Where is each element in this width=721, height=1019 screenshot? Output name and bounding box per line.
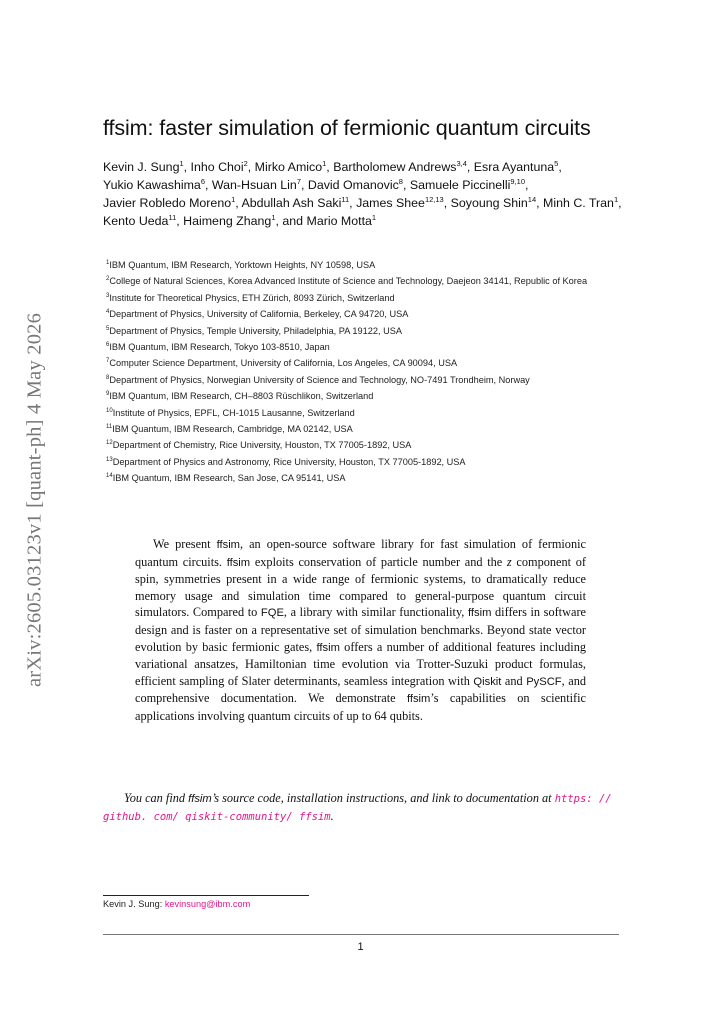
abstract-text: component of spin, symmetries present in a wide range of fermionic systems, to dramatically reduce memory usage and simulation time compared to general-purpose quantum circuit simulators. Compared to — [135, 554, 586, 620]
affiliation-number: 4 — [106, 309, 110, 316]
author-name — [103, 214, 176, 228]
author-separator: , — [176, 214, 184, 228]
affiliation-text: College of Natural Sciences, Korea Advanced Institute of Science and Technology, Daejeon 34141, Republic of Korea — [109, 276, 588, 287]
author-affiliation-marker: 8 — [398, 177, 403, 186]
author-separator: , and — [275, 214, 307, 228]
affiliation-text: Institute for Theoretical Physics, ETH Zürich, 8093 Zürich, Switzerland — [109, 292, 395, 303]
affiliation-text: IBM Quantum, IBM Research, Tokyo 103-8510, Japan — [109, 342, 330, 353]
affiliation-number: 11 — [106, 424, 113, 431]
note-text: ’s source code, installation instructions, and link to documentation at — [211, 791, 555, 805]
author-name — [255, 160, 327, 174]
author-name-text: Bartholomew Andrews — [333, 160, 457, 174]
author-separator: , — [326, 160, 334, 174]
affiliation-item — [106, 323, 626, 339]
author-list — [103, 158, 623, 230]
affiliation-number: 1 — [106, 260, 110, 266]
author-name-text: Minh C. Tran — [543, 196, 614, 210]
author-name-text: David Omanovic — [307, 178, 399, 192]
corresponding-author-footnote — [103, 899, 250, 909]
author-separator: , — [558, 160, 562, 174]
affiliation-number: 9 — [106, 391, 110, 398]
author-name-text: Kento Ueda — [103, 214, 169, 228]
affiliation-number: 14 — [106, 473, 113, 480]
author-name — [543, 196, 618, 210]
affiliation-list — [106, 257, 626, 487]
author-name-text: Inho Choi — [190, 160, 244, 174]
author-affiliation-marker: 1 — [231, 195, 236, 204]
author-name — [191, 160, 248, 174]
author-affiliation-marker: 7 — [296, 177, 301, 186]
note-text: . — [330, 808, 334, 823]
page-number: 1 — [357, 941, 364, 953]
affiliation-item — [106, 290, 626, 306]
abstract-text: We present — [153, 537, 217, 551]
author-affiliation-marker: 2 — [243, 159, 248, 168]
author-affiliation-marker: 11 — [341, 195, 350, 204]
abstract-text: , a library with similar functionality, — [283, 605, 468, 620]
affiliation-number: 7 — [106, 358, 110, 365]
arxiv-identifier: arXiv:2605.03123v1 [quant-ph] 4 May 2026 — [23, 312, 46, 688]
author-affiliation-marker: 6 — [200, 177, 205, 186]
abstract-text: ’s capabilities on scientific applications involving quantum circuits of up to 64 qubits. — [135, 691, 586, 723]
author-name — [356, 196, 444, 210]
page-footer-divider — [103, 934, 619, 935]
abstract — [135, 536, 586, 725]
abstract-text: exploits conservation of particle number and the — [250, 554, 507, 569]
affiliation-item — [106, 454, 626, 470]
footnote-divider — [103, 895, 309, 896]
author-affiliation-marker: 1 — [179, 159, 184, 168]
footnote-label: Kevin J. Sung: — [103, 899, 163, 909]
author-separator: , — [349, 196, 357, 210]
author-name-text: Haimeng Zhang — [183, 214, 272, 228]
software-name-ffsim: ffsim — [467, 607, 492, 620]
author-separator: , — [525, 178, 529, 192]
affiliation-text: IBM Quantum, IBM Research, Yorktown Heights, NY 10598, USA — [109, 260, 376, 270]
author-name — [103, 160, 184, 174]
affiliation-number: 5 — [106, 325, 110, 332]
abstract-text: and — [501, 673, 527, 688]
author-name — [333, 160, 467, 174]
author-name — [308, 178, 403, 192]
author-name-text: James Shee — [356, 196, 425, 210]
affiliation-number: 2 — [106, 276, 110, 283]
repository-link[interactable]: https: // github. com/ qiskit-community/ ffsim — [103, 793, 612, 823]
email-link[interactable]: kevinsung@ibm.com — [164, 899, 251, 909]
author-separator: , — [235, 196, 242, 210]
affiliation-item — [106, 355, 626, 371]
affiliation-text: Department of Physics, Norwegian University of Science and Technology, NO-7491 Trondheim, Norway — [109, 374, 530, 385]
author-separator: , — [300, 178, 308, 192]
software-name-ffsim: ffsim — [226, 556, 251, 569]
author-name — [103, 178, 205, 192]
software-name-ffsim: ffsim — [216, 539, 241, 551]
author-name-text: Yukio Kawashima — [103, 178, 201, 192]
author-name — [307, 214, 377, 228]
author-name-text: Wan-Hsuan Lin — [211, 178, 297, 192]
author-affiliation-marker: 1 — [322, 159, 327, 168]
affiliation-number: 10 — [106, 407, 113, 414]
affiliation-item — [106, 421, 626, 437]
paper-title: ffsim: faster simulation of fermionic quantum circuits — [103, 116, 591, 140]
author-affiliation-marker: 1 — [271, 213, 276, 222]
affiliation-text: Computer Science Department, University of California, Los Angeles, CA 90094, USA — [109, 358, 458, 369]
affiliation-text: Department of Chemistry, Rice University, Houston, TX 77005-1892, USA — [112, 440, 412, 451]
affiliation-item — [106, 306, 626, 322]
source-code-note — [103, 790, 623, 825]
affiliation-item — [106, 437, 626, 453]
abstract-text: , and comprehensive documentation. We demonstrate — [135, 673, 586, 706]
author-separator: , — [466, 160, 474, 174]
affiliation-item — [106, 388, 626, 404]
author-affiliation-marker: 5 — [554, 159, 559, 168]
author-affiliation-marker: 9,10 — [510, 177, 525, 186]
software-name-ffsim: ffsim — [406, 693, 431, 706]
author-name-text: Samuele Piccinelli — [409, 178, 511, 192]
affiliation-item — [106, 405, 626, 421]
author-name-text: Mirko Amico — [254, 160, 323, 174]
author-name — [410, 178, 525, 192]
affiliation-number: 12 — [106, 440, 113, 447]
affiliation-item — [106, 372, 626, 388]
author-name-text: Kevin J. Sung — [103, 160, 180, 174]
author-name-text: Esra Ayantuna — [473, 160, 555, 174]
author-name — [451, 196, 537, 210]
note-text: You can find — [124, 791, 189, 805]
software-name-ffsim: ffsim — [316, 641, 340, 654]
abstract-text: , an open-source software library for fast simulation of fermionic quantum circuits. — [135, 537, 586, 569]
author-affiliation-marker: 1 — [613, 195, 619, 204]
affiliation-item — [106, 339, 626, 355]
affiliation-item — [106, 273, 626, 289]
affiliation-text: IBM Quantum, IBM Research, CH–8803 Rüschlikon, Switzerland — [109, 391, 374, 402]
affiliation-text: Institute of Physics, EPFL, CH-1015 Lausanne, Switzerland — [112, 407, 355, 418]
affiliation-text: Department of Physics and Astronomy, Rice University, Houston, TX 77005-1892, USA — [112, 456, 466, 467]
author-name-text: Abdullah Ash Saki — [241, 196, 342, 210]
author-name — [103, 196, 235, 210]
author-name — [183, 214, 275, 228]
author-affiliation-marker: 11 — [168, 213, 177, 222]
author-separator: , — [204, 178, 212, 192]
math-variable-z: z — [506, 554, 512, 569]
affiliation-number: 3 — [106, 292, 110, 299]
author-name-text: Soyoung Shin — [450, 196, 528, 210]
author-separator: , — [402, 178, 410, 192]
software-name-pyscf: PySCF — [526, 675, 562, 688]
affiliation-number: 13 — [106, 456, 113, 463]
affiliation-text: Department of Physics, Temple University, Philadelphia, PA 19122, USA — [109, 325, 402, 336]
author-separator: , — [536, 196, 544, 210]
author-affiliation-marker: 14 — [527, 195, 537, 204]
author-name — [241, 196, 349, 210]
affiliation-text: IBM Quantum, IBM Research, San Jose, CA 95141, USA — [112, 473, 346, 484]
author-name-text: Javier Robledo Moreno — [103, 196, 232, 210]
affiliation-number: 8 — [106, 374, 110, 381]
author-affiliation-marker: 1 — [371, 213, 377, 222]
software-name-ffsim: ffsim — [188, 793, 212, 805]
author-separator: , — [443, 196, 451, 210]
author-name — [212, 178, 301, 192]
author-separator: , — [618, 196, 622, 210]
affiliation-item — [106, 257, 626, 273]
software-name-fqe: FQE — [260, 607, 284, 620]
author-separator: , — [183, 160, 191, 174]
affiliation-item — [106, 470, 626, 486]
software-name-qiskit: Qiskit — [473, 675, 502, 688]
author-affiliation-marker: 3,4 — [456, 159, 467, 168]
abstract-text: differs in software design and is faster on a representative set of simulation benchmarks. Beyond state vector evolution by basic fermionic gates, — [135, 605, 586, 654]
author-affiliation-marker: 12,13 — [424, 195, 444, 204]
affiliation-number: 6 — [106, 342, 110, 349]
author-name-text: Mario Motta — [306, 214, 372, 228]
affiliation-text: IBM Quantum, IBM Research, Cambridge, MA 02142, USA — [112, 424, 353, 435]
author-separator: , — [247, 160, 255, 174]
affiliation-text: Department of Physics, University of California, Berkeley, CA 94720, USA — [109, 309, 409, 320]
author-name — [473, 159, 562, 174]
abstract-text: offers a number of additional features including variational ansatzes, Hamiltonian time evolution via Trotter-Suzuki product formulas, efficient sampling of Slater determinants, seamless integration with — [135, 639, 587, 688]
